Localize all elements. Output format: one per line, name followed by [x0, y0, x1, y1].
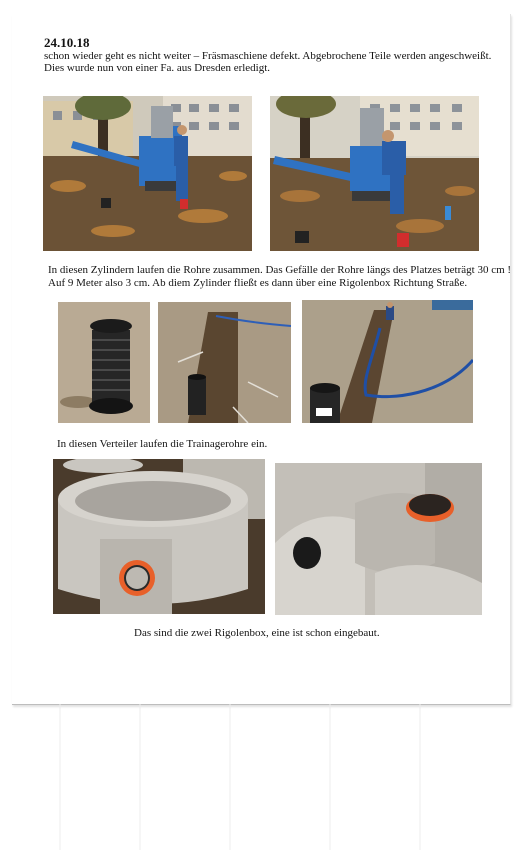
- intro-text-line-2: Dies wurde nun von einer Fa. aus Dresden erledigt.: [44, 62, 271, 74]
- entry-date: 24.10.18: [44, 35, 90, 50]
- scan-artifact-lines: [0, 704, 516, 850]
- photo-milling-machine-left: [43, 96, 252, 251]
- section3-caption: In diesen Verteiler laufen die Trainagerohre ein.: [57, 438, 268, 450]
- photo-trench-with-pipe: [158, 302, 291, 423]
- photo-concrete-distributor: [53, 459, 265, 614]
- section2-text-line-1: In diesen Zylindern laufen die Rohre zusammen. Das Gefälle der Rohre längs des Platzes beträgt 30 cm !: [48, 264, 512, 276]
- section4-caption: Das sind die zwei Rigolenbox, eine ist schon eingebaut.: [134, 627, 380, 639]
- section2-text-line-2: Auf 9 Meter also 3 cm. Ab diem Zylinder fließt es dann über eine Rigolenbox Richtung Straße.: [48, 277, 468, 289]
- photo-rigolenbox: [275, 463, 482, 615]
- photo-milling-machine-right: [270, 96, 479, 251]
- intro-text-line-1: schon wieder geht es nicht weiter – Fräsmaschiene defekt. Abgebrochene Teile werden angeschweißt.: [44, 50, 492, 62]
- photo-black-cylinder: [58, 302, 150, 423]
- photo-trench-with-worker: [302, 300, 473, 423]
